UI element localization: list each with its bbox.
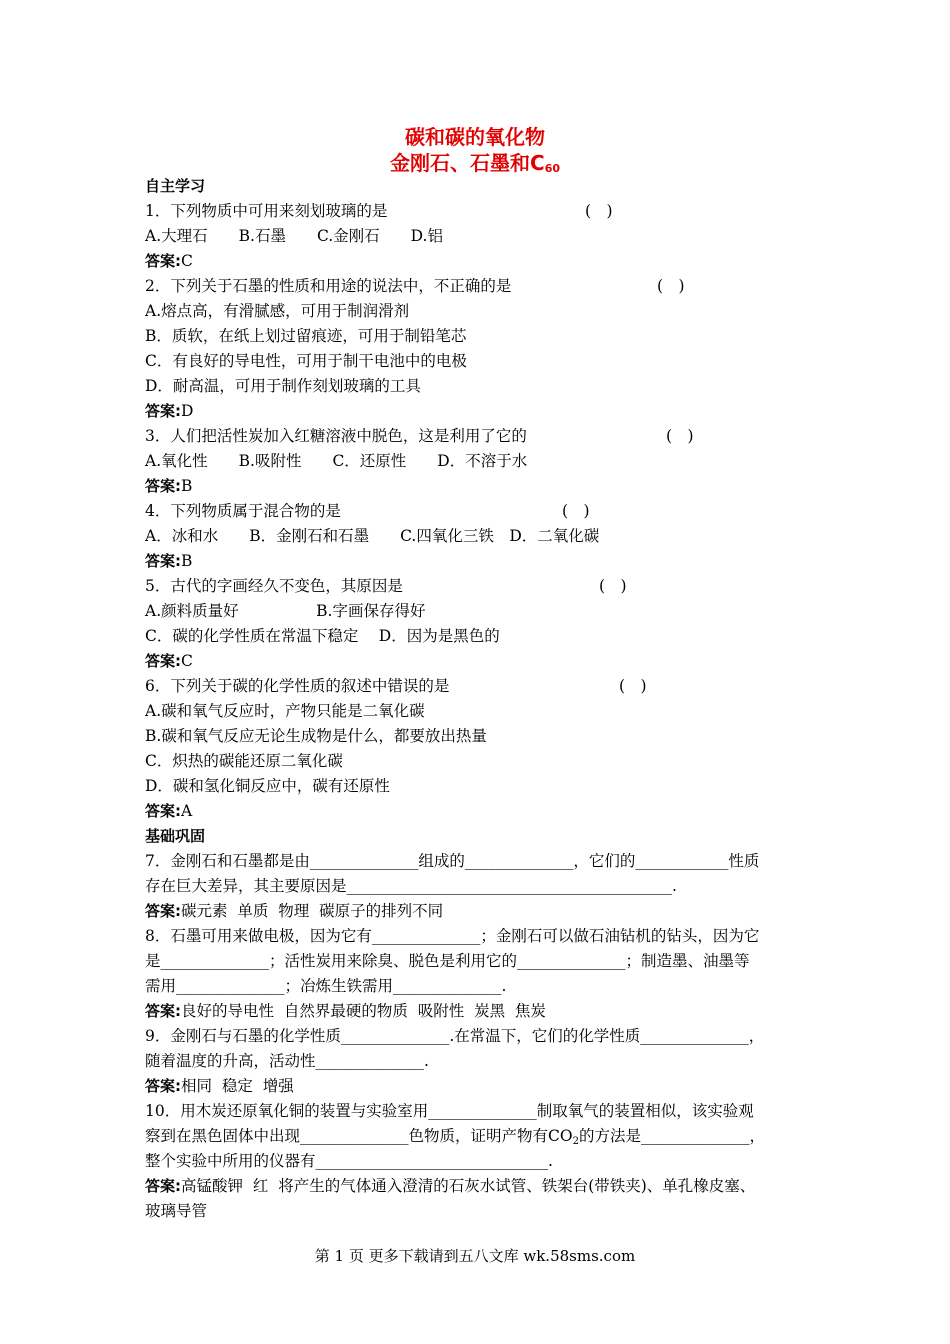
question-5-options-cd: C．碳的化学性质在常温下稳定 D．因为是黑色的 [145,627,500,645]
question-10-line-2 [145,1124,765,1151]
co2-subscript: 2 [572,1136,579,1147]
question-6-option-b: B.碳和氧气反应无论生成物是什么，都要放出热量 [145,727,487,745]
section-heading-self-study: 自主学习 [145,177,206,195]
answer-value: B [181,477,193,495]
question-9-line-2: 随着温度的升高，活动性______________. [145,1052,429,1070]
answer-label: 答案: [145,402,181,420]
page-footer: 第 1 页 更多下载请到五八文库 wk.58sms.com [314,1247,636,1265]
question-7-answer [145,899,443,924]
section-heading-basic-consolidation: 基础巩固 [145,827,206,845]
question-10-answer-continued: 玻璃导管 [145,1202,208,1220]
question-6-stem: 6．下列关于碳的化学性质的叙述中错误的是 [145,677,450,695]
answer-label: 答案: [145,652,181,670]
answer-label: 答案: [145,252,181,270]
subtitle-main: 金刚石、石墨和C [390,151,545,175]
question-3-options: A.氧化性 B.吸附性 C．还原性 D．不溶于水 [145,452,528,470]
answer-value: A [181,802,193,820]
question-8-line-1: 8．石墨可用来做电极，因为它有______________；金刚石可以做石油钻机的钻头，因为它 [145,927,760,945]
answer-value: 相同 稳定 增强 [181,1077,294,1095]
question-2-option-d: D．耐高温，可用于制作刻划玻璃的工具 [145,377,421,395]
answer-value: 碳元素 单质 物理 碳原子的排列不同 [181,902,444,920]
question-7-line-1: 7．金刚石和石墨都是由______________组成的______________，它们的____________性质 [145,852,760,870]
question-8-line-3: 需用______________；冶炼生铁需用______________. [145,977,507,995]
question-6-option-a: A.碳和氧气反应时，产物只能是二氧化碳 [145,702,425,720]
question-2-answer [145,399,193,424]
question-4-stem: 4．下列物质属于混合物的是 [145,502,341,520]
answer-value: C [181,252,193,270]
question-5-options-ab: A.颜料质量好 B.字画保存得好 [145,602,426,620]
question-9-line-1: 9．金刚石与石墨的化学性质______________.在常温下，它们的化学性质______________， [145,1027,765,1045]
question-3-stem: 3．人们把活性炭加入红糖溶液中脱色，这是利用了它的 [145,427,527,445]
question-9-answer [145,1074,294,1099]
question-5-stem: 5．古代的字画经久不变色，其原因是 [145,577,403,595]
question-6-option-d: D．碳和氢化铜反应中，碳有还原性 [145,777,390,795]
question-8-line-2: 是______________；活性炭用来除臭、脱色是利用它的______________；制造墨、油墨等 [145,952,750,970]
answer-label: 答案: [145,1002,181,1020]
question-2-blank: ( ) [657,277,685,295]
answer-label: 答案: [145,902,181,920]
question-10-line-2-end: 的方法是______________， [578,1127,765,1145]
question-6-option-c: C．炽热的碳能还原二氧化碳 [145,752,343,770]
question-6-blank: ( ) [619,677,647,695]
question-10-line-2-start: 察到在黑色固体中出现______________色物质，证明产物有CO [145,1127,573,1145]
question-6-answer [145,799,192,824]
answer-label: 答案: [145,1077,181,1095]
question-3-blank: ( ) [666,427,694,445]
question-1-stem: 1．下列物质中可用来刻划玻璃的是 [145,202,388,220]
answer-value: C [181,652,193,670]
question-2-option-b: B．质软，在纸上划过留痕迹，可用于制铅笔芯 [145,327,467,345]
answer-label: 答案: [145,1177,181,1195]
answer-label: 答案: [145,477,181,495]
question-4-options: A．冰和水 B．金刚石和石墨 C.四氧化三铁 D．二氧化碳 [145,527,600,545]
subtitle-subscript: 60 [544,162,560,175]
question-8-answer [145,999,546,1024]
question-3-answer [145,474,192,499]
answer-label: 答案: [145,552,181,570]
question-5-blank: ( ) [599,577,627,595]
page-title: 碳和碳的氧化物 [405,125,545,149]
answer-value: B [181,552,193,570]
question-1-options: A.大理石 B.石墨 C.金刚石 D.铝 [145,227,443,245]
question-1-blank: ( ) [585,202,613,220]
question-10-line-1: 10．用木炭还原氧化铜的装置与实验室用______________制取氧气的装置相似，该实验观 [145,1102,754,1120]
answer-value: 高锰酸钾 红 将产生的气体通入澄清的石灰水试管、铁架台(带铁夹)、单孔橡皮塞、 [181,1177,756,1195]
answer-value: 良好的导电性 自然界最硬的物质 吸附性 炭黑 焦炭 [181,1002,546,1020]
question-2-stem: 2．下列关于石墨的性质和用途的说法中，不正确的是 [145,277,512,295]
page-subtitle [0,150,950,180]
question-5-answer [145,649,193,674]
answer-label: 答案: [145,802,181,820]
question-4-answer [145,549,192,574]
question-1-answer [145,249,193,274]
question-10-answer [145,1174,755,1199]
question-7-line-2: 存在巨大差异，其主要原因是__________________________________________. [145,877,677,895]
answer-value: D [181,402,194,420]
question-2-option-c: C．有良好的导电性，可用于制干电池中的电极 [145,352,467,370]
question-10-line-3: 整个实验中所用的仪器有______________________________. [145,1152,553,1170]
question-4-blank: ( ) [562,502,590,520]
question-2-option-a: A.熔点高，有滑腻感，可用于制润滑剂 [145,302,410,320]
